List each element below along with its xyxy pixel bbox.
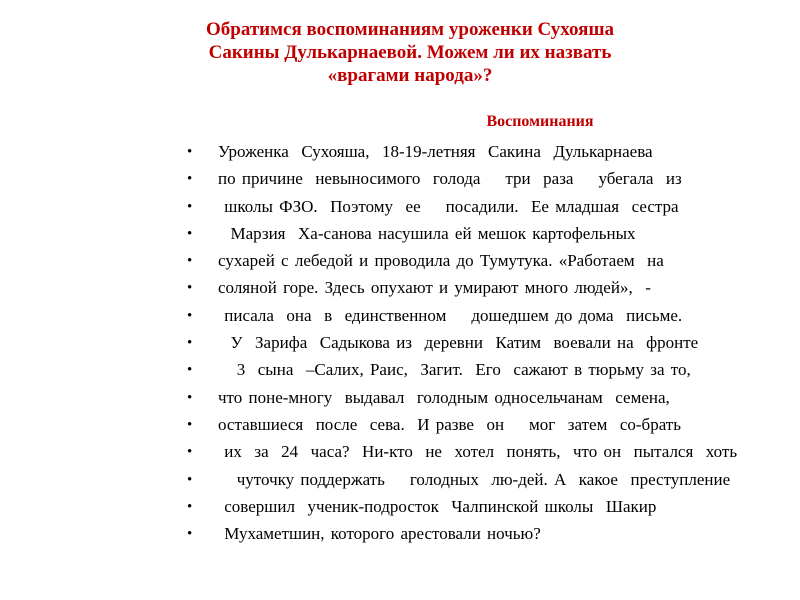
bullet-icon: •: [187, 225, 193, 242]
bullet-icon: •: [187, 280, 193, 297]
bullet-icon: •: [187, 471, 193, 488]
bullet-icon: •: [187, 362, 193, 379]
title-line-2: Сакины Дулькарнаевой. Можем ли их назвать: [208, 42, 612, 63]
bullet-icon: •: [187, 335, 193, 352]
list-item-text: совершил ученик-подросток Чалпинской школы Шакир: [218, 496, 657, 516]
bullet-icon: •: [187, 498, 193, 515]
bullet-icon: •: [187, 389, 193, 406]
list-item-text: соляной горе. Здесь опухают и умирают много людей», -: [218, 278, 651, 298]
bullet-icon: •: [187, 171, 193, 188]
list-item-text: оставшиеся после сева. И разве он мог затем со-брать: [218, 414, 681, 434]
section-subtitle: Воспоминания: [486, 113, 594, 130]
list-item-text: Уроженка Сухояша, 18-19-летняя Сакина Дулькарнаева: [218, 142, 653, 161]
bullet-icon: •: [187, 444, 193, 461]
list-item-text: писала она в единственном дошедшем до дома письме.: [218, 305, 683, 325]
bullet-icon: •: [187, 253, 193, 270]
list-item-text: Марзия Ха-санова насушила ей мешок картофельных: [218, 223, 636, 243]
bullet-icon: •: [187, 416, 193, 433]
list-item-text: что поне-многу выдавал голодным односельчанам семена,: [218, 387, 670, 407]
list-item-text: чуточку поддержать голодных лю-дей. А какое преступление: [218, 469, 731, 489]
list-item-text: Мухаметшин, которого арестовали ночью?: [218, 524, 541, 544]
bullet-icon: •: [187, 144, 193, 160]
slide-title: [200, 18, 620, 87]
list-item-text: школы ФЗО. Поэтому ее посадили. Ее младшая сестра: [218, 196, 679, 216]
list-item-text: по причине невыносимого голода три раза убегала из: [218, 169, 682, 189]
bullet-icon: •: [187, 198, 193, 215]
list-item-text: их за 24 часа? Ни-кто не хотел понять, что он пытался хоть: [218, 442, 738, 462]
list-item-text: У Зарифа Садыкова из деревни Катим воевали на фронте: [218, 333, 699, 353]
bullet-icon: •: [187, 307, 193, 324]
title-line-1: Обратимся воспоминаниям уроженки Сухояша: [205, 19, 615, 40]
list-item-text: 3 сына –Салих, Раис, Загит. Его сажают в тюрьму за то,: [218, 360, 691, 380]
list-item-text: сухарей с лебедой и проводила до Тумутука. «Работаем на: [218, 251, 664, 271]
title-line-3: «врагами народа»?: [327, 65, 493, 86]
bullet-icon: •: [187, 526, 193, 543]
